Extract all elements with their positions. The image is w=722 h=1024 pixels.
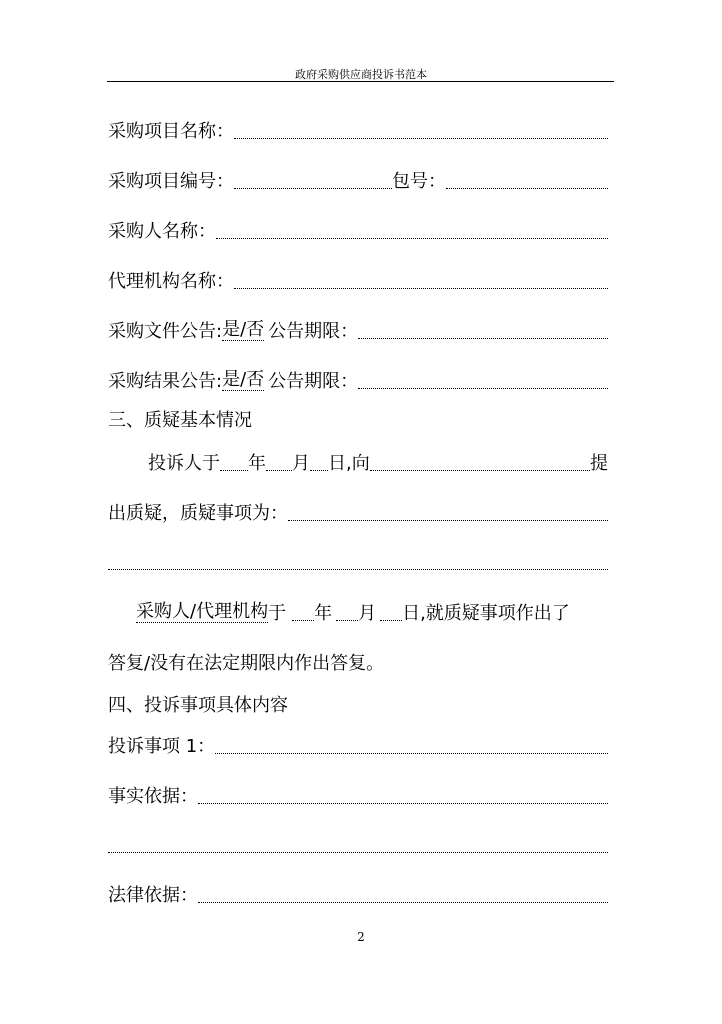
blank-facts[interactable] xyxy=(198,802,608,804)
blank-reply-day[interactable] xyxy=(380,619,402,621)
blank-project-number[interactable] xyxy=(234,187,392,189)
label-legal-basis: 法律依据： xyxy=(108,885,198,906)
label-purchaser-name: 采购人名称： xyxy=(108,221,216,242)
field-facts xyxy=(108,776,608,806)
blank-doc-notice-period[interactable] xyxy=(358,337,608,339)
blank-month[interactable] xyxy=(266,469,292,471)
label-result-notice: 采购结果公告: xyxy=(108,371,223,392)
text-reply-day: 日,就质疑事项作出了 xyxy=(402,603,570,624)
section4-heading xyxy=(108,685,608,715)
label-complaint-item-1: 投诉事项 1： xyxy=(108,736,216,757)
section3-heading xyxy=(108,400,608,430)
label-doc-notice: 采购文件公告: xyxy=(108,321,223,342)
label-project-number: 采购项目编号： xyxy=(108,171,234,192)
section3-heading-text: 三、质疑基本情况 xyxy=(108,410,252,431)
choice-result-notice[interactable]: 是/否 xyxy=(222,369,265,390)
text-month: 月 xyxy=(292,453,310,474)
text-reply-year: 年 xyxy=(314,603,333,624)
field-legal-basis xyxy=(108,875,608,905)
blank-legal-basis[interactable] xyxy=(198,901,608,903)
label-facts: 事实依据： xyxy=(108,786,198,807)
label-doc-notice-period: 公告期限： xyxy=(268,321,359,342)
blank-year[interactable] xyxy=(220,469,248,471)
text-reply-actor[interactable]: 采购人/代理机构 xyxy=(136,601,269,622)
field-doc-notice xyxy=(108,311,608,341)
text-complainant-on: 投诉人于 xyxy=(148,453,220,474)
blank-package-number[interactable] xyxy=(446,187,608,189)
blank-recipient[interactable] xyxy=(370,469,590,471)
blank-query-matters[interactable] xyxy=(288,519,608,521)
blank-reply-year[interactable] xyxy=(292,619,314,621)
page-number: 2 xyxy=(357,930,365,944)
blank-agency-name[interactable] xyxy=(234,287,608,289)
blank-facts-continued[interactable] xyxy=(108,852,608,853)
text-year: 年 xyxy=(248,453,266,474)
text-reply-end: /没有在法定期限内作出答复。 xyxy=(144,653,385,674)
blank-project-name[interactable] xyxy=(234,137,608,139)
text-ti: 提 xyxy=(590,453,608,474)
label-package-number: 包号： xyxy=(392,171,446,192)
blank-purchaser-name[interactable] xyxy=(216,237,608,239)
reply-line-2 xyxy=(108,643,608,673)
text-reply-on: 于 xyxy=(268,603,287,624)
blank-result-notice-period[interactable] xyxy=(358,387,608,389)
field-project-number xyxy=(108,161,608,191)
field-agency-name xyxy=(108,261,608,291)
label-agency-name: 代理机构名称： xyxy=(108,271,234,292)
complaint-date-line xyxy=(148,443,608,473)
blank-complaint-item-1[interactable] xyxy=(215,752,608,754)
label-query-matters: 出质疑，质疑事项为： xyxy=(108,503,288,524)
field-result-notice xyxy=(108,361,608,391)
text-reply-answer: 答复 xyxy=(108,653,144,674)
text-day-to: 日,向 xyxy=(328,453,370,474)
blank-query-matters-continued[interactable] xyxy=(108,569,608,570)
running-header: 政府采购供应商投诉书范本 xyxy=(295,68,427,81)
field-project-name xyxy=(108,111,608,141)
text-reply-month: 月 xyxy=(358,603,377,624)
field-purchaser-name xyxy=(108,211,608,241)
blank-day[interactable] xyxy=(310,469,328,471)
label-result-notice-period: 公告期限： xyxy=(268,371,359,392)
query-matters-line xyxy=(108,493,608,523)
choice-doc-notice[interactable]: 是/否 xyxy=(222,319,265,340)
reply-line xyxy=(136,593,610,623)
field-complaint-item-1 xyxy=(108,726,608,756)
blank-reply-month[interactable] xyxy=(336,619,358,621)
section4-heading-text: 四、投诉事项具体内容 xyxy=(108,695,288,716)
label-project-name: 采购项目名称： xyxy=(108,121,234,142)
header-rule xyxy=(107,81,614,82)
